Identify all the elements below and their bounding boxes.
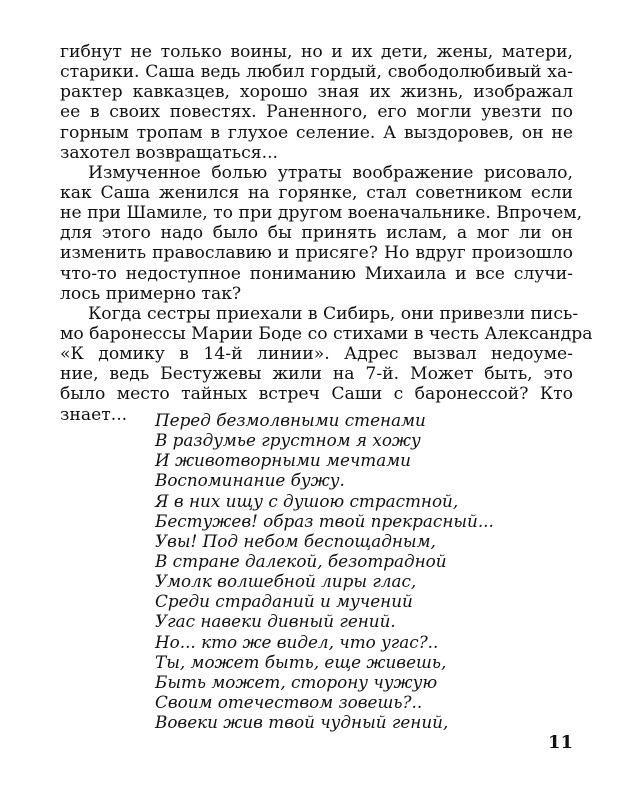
poem-line: Угас навеки дивный гений.	[155, 611, 396, 632]
text-line: ние, ведь Бестужевы жили на 7-й. Может быть, это	[60, 364, 573, 385]
poem-line: И животворными мечтами	[155, 450, 411, 471]
text-line: мо баронессы Марии Боде со стихами в честь Александра	[60, 323, 593, 344]
poem-line: Быть может, сторону чужую	[155, 671, 438, 692]
paragraph-3	[60, 303, 593, 425]
poem-line: В раздумье грустном я хожу	[155, 430, 421, 451]
poem-line: Умолк волшебной лиры глас,	[155, 571, 417, 592]
text-line: было место тайных встреч Саши с баронессой? Кто	[60, 384, 573, 405]
poem-line: Перед безмолвными стенами	[155, 410, 426, 430]
text-line: лось примерно так?	[60, 283, 242, 304]
text-line: Измученное болью утраты воображение рисовало,	[88, 162, 573, 183]
text-line: ее в своих повестях. Раненного, его могли увезти по	[60, 102, 573, 123]
text-line: старики. Саша ведь любил гордый, свободолюбивый ха-	[60, 62, 573, 83]
text-line: как Саша женился на горянке, стал советником если	[60, 182, 573, 203]
paragraph-2	[60, 162, 583, 304]
text-line: «К домику в 14-й линии». Адрес вызвал недоуме-	[60, 344, 573, 365]
text-line: не при Шамиле, то при другом военачальнике. Впрочем,	[60, 203, 583, 224]
text-line: знает...	[60, 404, 128, 425]
text-line: изменить православию и присяге? Но вдруг произошло	[60, 243, 573, 264]
page-number: 11	[547, 732, 573, 753]
poem-line: Бестужев! образ твой прекрасный...	[155, 510, 494, 531]
poem-line: Я в них ищу с душою страстной,	[155, 490, 459, 511]
poem-line: Воспоминание бужу.	[155, 470, 345, 491]
text-line: захотел возвращаться...	[60, 142, 278, 163]
text-line: Когда сестры приехали в Сибирь, они привезли пись-	[88, 303, 579, 324]
text-line: что-то недоступное пониманию Михаила и все случи-	[60, 263, 573, 284]
poem-line: Вовеки жив твой чудный гений,	[155, 712, 449, 733]
prose-block	[60, 42, 593, 425]
poem-line: Увы! Под небом беспощадным,	[155, 530, 436, 551]
poem-line: Среди страданий и мучений	[155, 591, 413, 612]
poem-block	[155, 410, 494, 733]
poem-line: Своим отечеством зовешь?..	[155, 691, 423, 712]
text-line: рактер кавказцев, хорошо зная их жизнь, изображал	[60, 82, 573, 103]
text-line: гибнут не только воины, но и их дети, жены, матери,	[60, 42, 573, 62]
poem-line: Но... кто же видел, что угас?..	[155, 631, 439, 652]
text-line: для этого надо было бы принять ислам, а мог ли он	[60, 223, 573, 244]
paragraph-1	[60, 42, 573, 163]
poem-line: Ты, может быть, еще живешь,	[155, 651, 447, 672]
poem-line: В стране далекой, безотрадной	[155, 550, 447, 571]
text-line: горным тропам в глухое селение. А выздоровев, он не	[60, 122, 573, 143]
